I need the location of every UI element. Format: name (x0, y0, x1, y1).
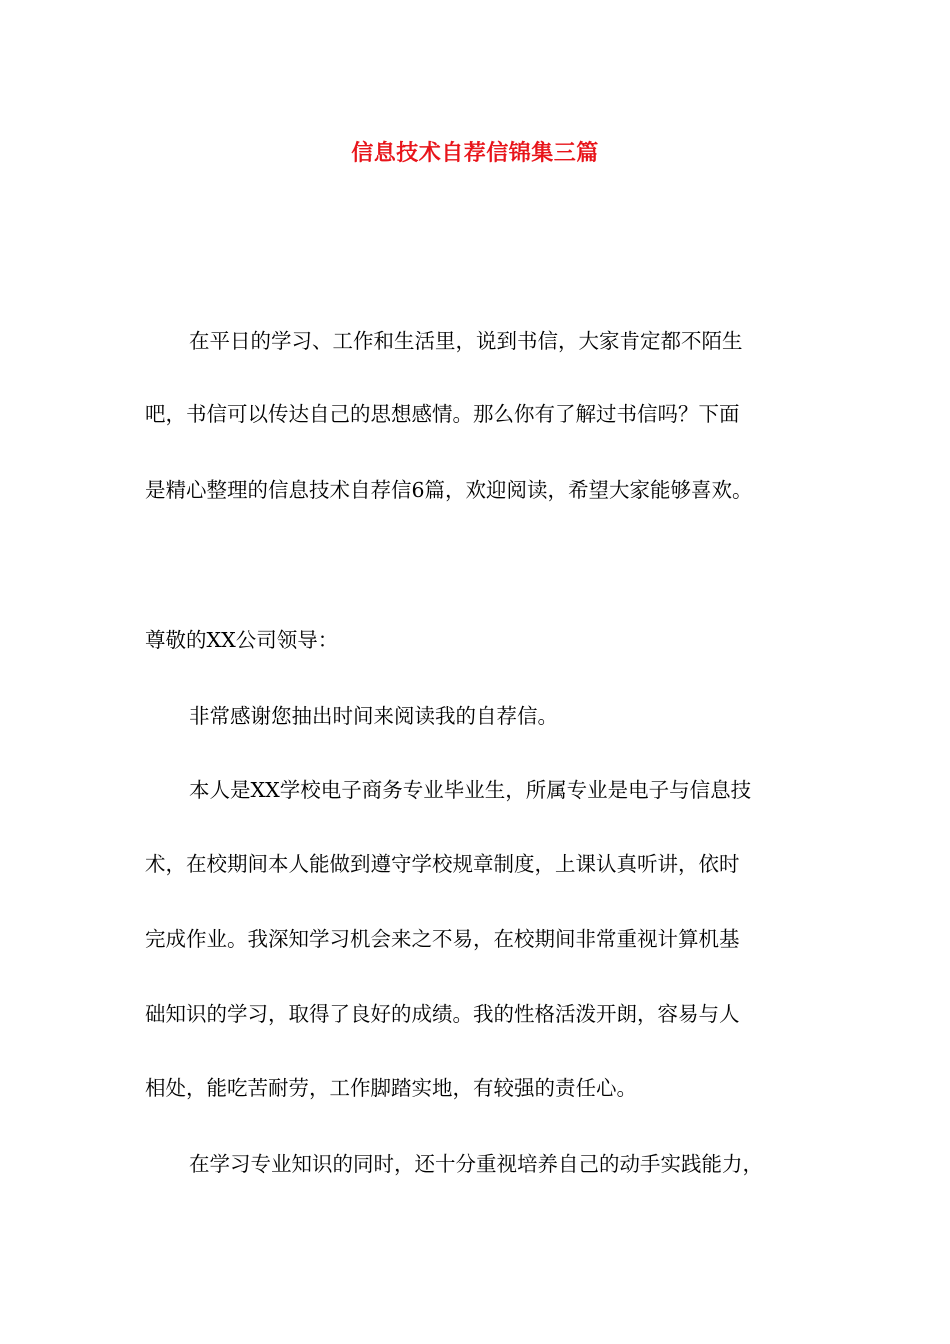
body-line-5: 相处，能吃苦耐劳，工作脚踏实地，有较强的责任心。 (145, 1076, 637, 1100)
body-line-2: 术，在校期间本人能做到遵守学校规章制度，上课认真听讲，依时 (145, 852, 740, 876)
body-line-thanks: 非常感谢您抽出时间来阅读我的自荐信。 (189, 704, 558, 728)
body-line-1: 本人是XX学校电子商务专业毕业生，所属专业是电子与信息技 (189, 778, 752, 802)
intro-line-3: 是精心整理的信息技术自荐信6篇，欢迎阅读，希望大家能够喜欢。 (145, 478, 753, 502)
body-line-4: 础知识的学习，取得了良好的成绩。我的性格活泼开朗，容易与人 (145, 1002, 740, 1026)
intro-line-1: 在平日的学习、工作和生活里，说到书信，大家肯定都不陌生 (189, 329, 743, 353)
document-title: 信息技术自荐信锦集三篇 (351, 140, 599, 166)
salutation: 尊敬的XX公司领导： (145, 628, 339, 652)
body-line-6: 在学习专业知识的同时，还十分重视培养自己的动手实践能力， (189, 1152, 763, 1176)
body-line-3: 完成作业。我深知学习机会来之不易，在校期间非常重视计算机基 (145, 927, 740, 951)
intro-line-2: 吧，书信可以传达自己的思想感情。那么你有了解过书信吗？下面 (145, 402, 740, 426)
